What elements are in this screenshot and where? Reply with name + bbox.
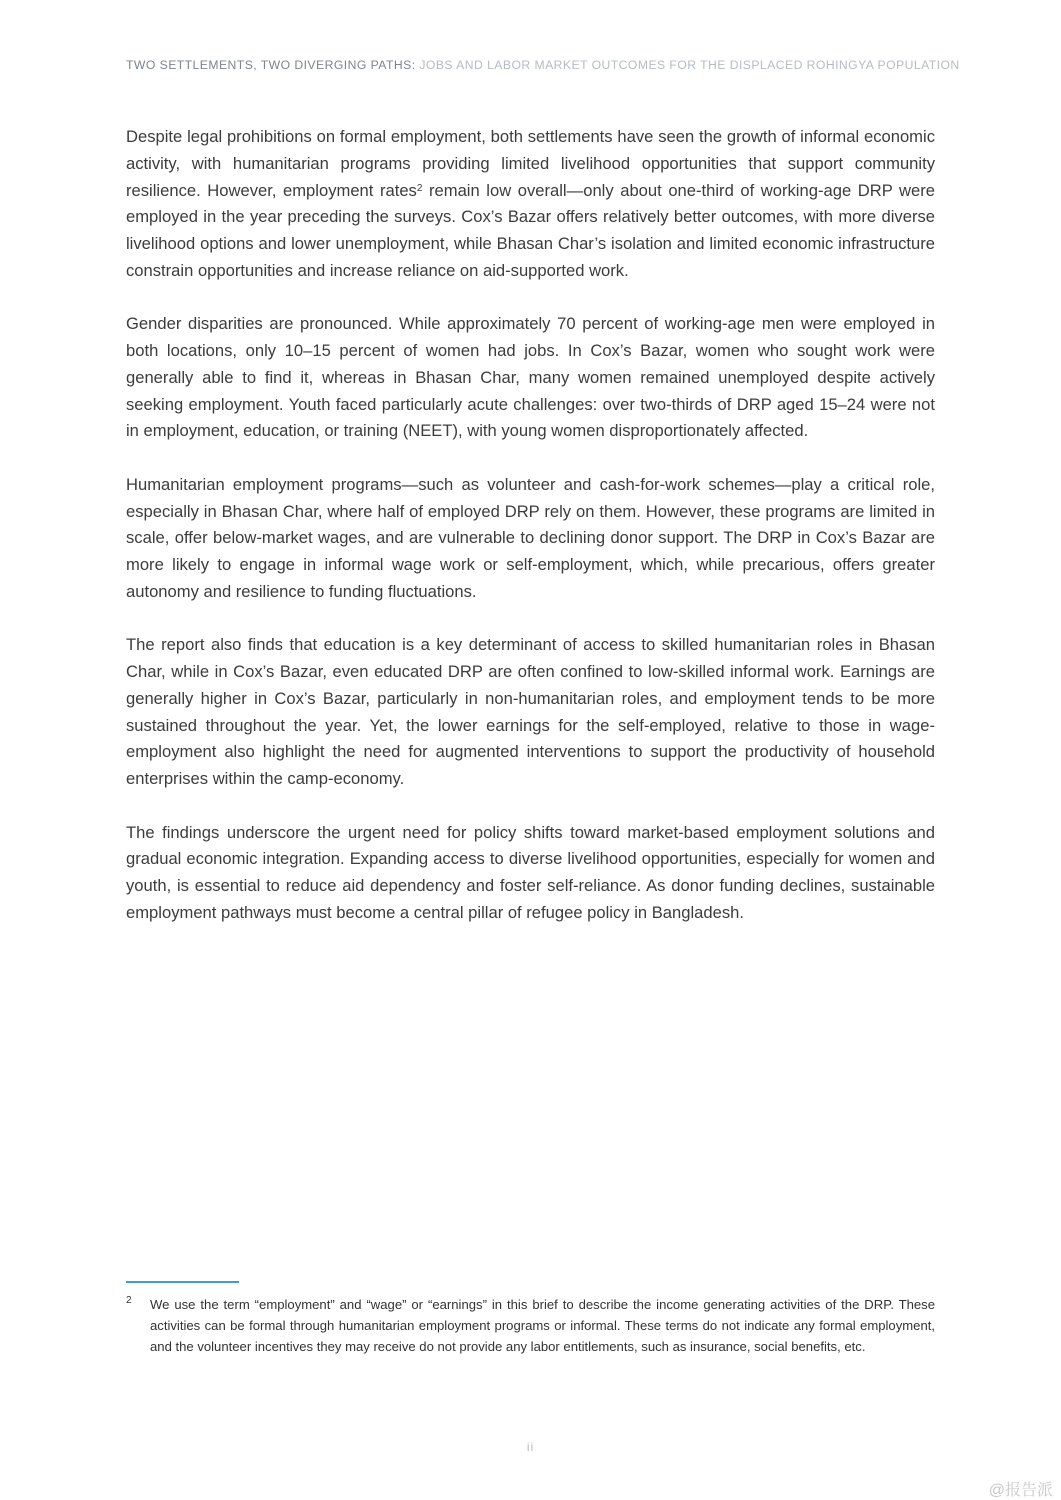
paragraph-humanitarian-programs: Humanitarian employment programs—such as volunteer and cash-for-work schemes—play a critical role, especially in Bhasan Char, where half of employed DRP rely on them. However, these programs are limited in scale, offer below-market wages, and are vulnerable to declining donor support. The DRP in Cox’s Bazar are more likely to engage in informal wage work or self-employment, which, while precarious, offers greater autonomy and resilience to funding fluctuations. (126, 474, 935, 601)
paragraph-gender-disparities: Gender disparities are pronounced. While approximately 70 percent of working-age men were employed in both locations, only 10–15 percent of women had jobs. In Cox’s Bazar, women who sought work were generally able to find it, whereas in Bhasan Char, many women remained unemployed despite actively seeking employment. Youth faced particularly acute challenges: over two-thirds of DRP aged 15–24 were not in employment, education, or training (NEET), with young women disproportionately affected. (126, 314, 935, 441)
footnote-number: 2 (126, 1295, 132, 1306)
footnote (126, 1294, 935, 1358)
paragraph-employment-overview (126, 124, 935, 285)
paragraph-education-earnings: The report also finds that education is a key determinant of access to skilled humanitarian roles in Bhasan Char, while in Cox’s Bazar, even educated DRP are often confined to low-skilled informal work. Earnings are generally higher in Cox’s Bazar, particularly in non-humanitarian roles, and employment tends to be more sustained throughout the year. Yet, the lower earnings for the self-employed, relative to those in wage-employment also highlight the need for augmented interventions to support the productivity of household enterprises within the camp-economy. (126, 635, 935, 789)
paragraph-policy-findings: The findings underscore the urgent need for policy shifts toward market-based employment solutions and gradual economic integration. Expanding access to diverse livelihood opportunities, especially for women and youth, is essential to reduce aid dependency and foster self-reliance. As donor funding declines, sustainable employment pathways must become a central pillar of refugee policy in Bangladesh. (126, 822, 935, 922)
page-number: ii (526, 1440, 535, 1454)
watermark: @报告派 (988, 1482, 1053, 1499)
paragraph-text: remain low overall—only about one-third of working-age DRP were employed in the year preceding the surveys. Cox’s Bazar offers relatively better outcomes, with more diverse livelihood options and lower unemployment, while Bhasan Char’s isolation and limited economic infrastructure constrain opportunities and increase reliance on aid-supported work. (126, 180, 935, 280)
running-header-subtitle: JOBS AND LABOR MARKET OUTCOMES FOR THE DISPLACED ROHINGYA POPULATION (415, 58, 960, 72)
running-header-title: TWO SETTLEMENTS, TWO DIVERGING PATHS: (126, 58, 416, 72)
paragraph-text: Despite legal prohibitions on formal employment, both settlements have seen the growth of informal economic activity, with humanitarian programs providing limited livelihood opportunities that support community resilience. However, employment rates (126, 127, 935, 200)
footnote-text: We use the term “employment” and “wage” or “earnings” in this brief to describe the income generating activities of the DRP. These activities can be formal through humanitarian employment programs or informal. These terms do not indicate any formal employment, and the volunteer incentives they may receive do not provide any labor entitlements, such as insurance, social benefits, etc. (150, 1297, 935, 1355)
footnote-divider (126, 1281, 239, 1283)
body-text (126, 124, 935, 953)
footnote-reference[interactable]: 2 (416, 182, 423, 194)
running-header (126, 58, 960, 72)
